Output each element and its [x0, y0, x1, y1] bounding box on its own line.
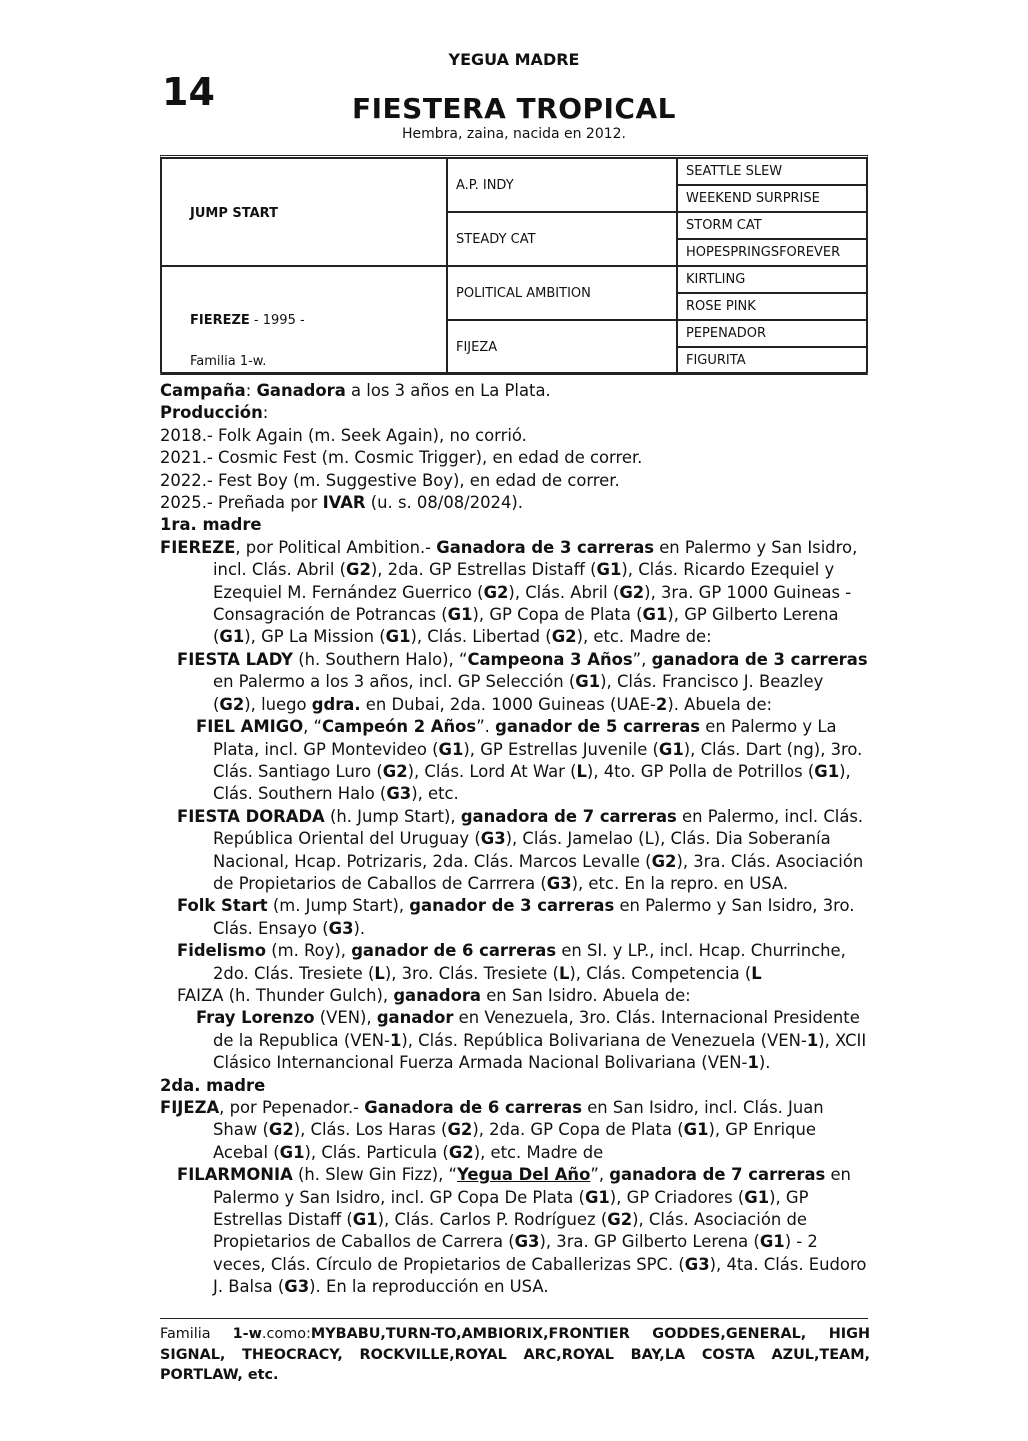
- second-dam-heading: 2da. madre: [160, 1075, 266, 1095]
- lot-number: 14: [162, 70, 215, 114]
- horse-name: FIESTERA TROPICAL: [351, 92, 676, 125]
- category-label: YEGUA MADRE: [448, 50, 580, 69]
- pedigree-g3-cell: KIRTLING: [677, 266, 867, 293]
- pedigree-dam: FIEREZE - 1995 -: [190, 313, 305, 328]
- grand-offspring-entry: Fray Lorenzo (VEN), ganador en Venezuela, 3ro. Clás. Internacional Presidente de la Republica (VEN-1), Clás. República Bolivariana de Venezuela (VEN-1), XCII Clásico Internancional Fuerza Armada Nacional Bolivariana (VEN-1).: [196, 1008, 867, 1073]
- pedigree-sire-cell: [161, 158, 447, 266]
- pedigree-sire-sire: A.P. INDY: [447, 158, 677, 212]
- pedigree-sire-dam: STEADY CAT: [447, 212, 677, 266]
- offspring-entry: FILARMONIA (h. Slew Gin Fizz), “Yegua Del Año”, ganadora de 7 carreras en Palermo y San Isidro, incl. GP Copa De Plata (G1), GP Criadores (G1), GP Estrellas Distaff (G1), Clás. Carlos P. Rodríguez (G2), Clás. Asociación de Propietarios de Caballos de Carrera (G3), 3ra. GP Gilberto Lerena (G1) - 2 veces, Clás. Círculo de Propietarios de Caballerizas SPC. (G3), 4ta. Clás. Eudoro J. Balsa (G3). En la reproducción en USA.: [177, 1165, 867, 1297]
- offspring-entry: FIESTA DORADA (h. Jump Start), ganadora de 7 carreras en Palermo, incl. Clás. República Oriental del Uruguay (G3), Clás. Jamelao (L), Clás. Dia Soberanía Nacional, Hcap. Potrizaris, 2da. Clás. Marcos Levalle (G2), 3ra. Clás. Asociación de Propietarios de Caballos de Carrrera (G3), etc. En la repro. en USA.: [177, 806, 864, 893]
- catalog-body: [160, 380, 870, 1299]
- production-item: 2018.- Folk Again (m. Seek Again), no corrió.: [160, 425, 527, 445]
- first-dam-heading: 1ra. madre: [160, 515, 262, 535]
- offspring-entry: FIESTA LADY (h. Southern Halo), “Campeona 3 Años”, ganadora de 3 carreras en Palermo a los 3 años, incl. GP Selección (G1), Clás. Francisco J. Beazley (G2), luego gdra. en Dubai, 2da. 1000 Guineas (UAE-2). Abuela de:: [177, 649, 868, 714]
- footer-divider: [160, 1318, 868, 1319]
- pedigree-g3-cell: WEEKEND SURPRISE: [677, 185, 867, 212]
- production-item: 2021.- Cosmic Fest (m. Cosmic Trigger), en edad de correr.: [160, 448, 643, 468]
- pedigree-g3-cell: HOPESPRINGSFOREVER: [677, 239, 867, 266]
- pedigree-sire: JUMP START: [190, 206, 278, 221]
- production-item: 2025.- Preñada por IVAR (u. s. 08/08/2024).: [160, 493, 524, 513]
- pedigree-dam-dam: FIJEZA: [447, 320, 677, 374]
- offspring-entry: FAIZA (h. Thunder Gulch), ganadora en San Isidro. Abuela de:: [177, 985, 691, 1005]
- pedigree-g3-cell: FIGURITA: [677, 347, 867, 374]
- pedigree-g3-cell: ROSE PINK: [677, 293, 867, 320]
- production-item: 2022.- Fest Boy (m. Suggestive Boy), en edad de correr.: [160, 470, 620, 490]
- pedigree-g3-cell: PEPENADOR: [677, 320, 867, 347]
- pedigree-dam-cell: [161, 266, 447, 374]
- family-footer: Familia 1-w.como:MYBABU,TURN-TO,AMBIORIX,FRONTIER GODDES,GENERAL, HIGH SIGNAL, THEOCRACY, ROCKVILLE,ROYAL ARC,ROYAL BAY,LA COSTA AZUL,TEAM, PORTLAW, etc.: [160, 1326, 870, 1384]
- campaign-line: Campaña: Ganadora a los 3 años en La Plata.: [160, 381, 551, 400]
- pedigree-dam-sire: POLITICAL AMBITION: [447, 266, 677, 320]
- grand-offspring-entry: FIEL AMIGO, “Campeón 2 Años”. ganador de 5 carreras en Palermo y La Plata, incl. GP Montevideo (G1), GP Estrellas Juvenile (G1), Clás. Dart (ng), 3ro. Clás. Santiago Luro (G2), Clás. Lord At War (L), 4to. GP Polla de Potrillos (G1), Clás. Southern Halo (G3), etc.: [196, 717, 863, 804]
- pedigree-g3-cell: SEATTLE SLEW: [677, 158, 867, 185]
- horse-description: Hembra, zaina, nacida en 2012.: [401, 126, 627, 142]
- pedigree-family: Familia 1-w.: [190, 354, 267, 369]
- pedigree-g3-cell: STORM CAT: [677, 212, 867, 239]
- offspring-entry: Fidelismo (m. Roy), ganador de 6 carreras en SI. y LP., incl. Hcap. Churrinche, 2do. Clás. Tresiete (L), 3ro. Clás. Tresiete (L), Clás. Competencia (L: [177, 941, 846, 983]
- production-heading: Producción:: [160, 403, 269, 423]
- pedigree-table: [160, 155, 868, 375]
- offspring-entry: Folk Start (m. Jump Start), ganador de 3 carreras en Palermo y San Isidro, 3ro. Clás. Ensayo (G3).: [177, 896, 855, 938]
- second-dam-paragraph: FIJEZA, por Pepenador.- Ganadora de 6 carreras en San Isidro, incl. Clás. Juan Shaw (G2), Clás. Los Haras (G2), 2da. GP Copa de Plata (G1), GP Enrique Acebal (G1), Clás. Particula (G2), etc. Madre de: [160, 1098, 824, 1162]
- first-dam-paragraph: FIEREZE, por Political Ambition.- Ganadora de 3 carreras en Palermo y San Isidro, incl. Clás. Abril (G2), 2da. GP Estrellas Distaff (G1), Clás. Ricardo Ezequiel y Ezequiel M. Fernández Guerrico (G2), Clás. Abril (G2), 3ra. GP 1000 Guineas - Consagración de Potrancas (G1), GP Copa de Plata (G1), GP Gilberto Lerena (G1), GP La Mission (G1), Clás. Libertad (G2), etc. Madre de:: [160, 537, 858, 647]
